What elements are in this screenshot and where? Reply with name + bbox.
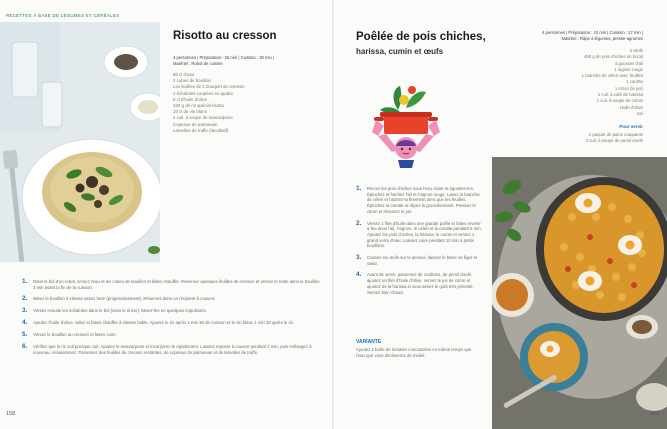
step [356, 186, 484, 215]
recipe2-meta [503, 30, 643, 42]
serve-item: 3 cuil. à soupe de persil ciselé [585, 138, 643, 144]
chickpea-illustration [492, 157, 667, 429]
step [356, 272, 484, 295]
ingredient: 320 g de riz spécial risotto [173, 103, 225, 109]
ingredient: 4 œufs [629, 48, 643, 53]
ingredient: 2 cuil. à soupe de mascarpone [173, 115, 233, 121]
step-number: 2. [22, 295, 28, 303]
step-number: 2. [356, 219, 362, 227]
ingredient: 1 cuil. à café de harissa [597, 92, 643, 98]
page-number-left: 158 [6, 411, 16, 417]
serve-item: 1 paquet de pains craquants [588, 132, 643, 137]
step-number: 1. [356, 185, 362, 192]
step [22, 320, 322, 326]
recipe2-ingredients [503, 48, 643, 117]
step-text: Versez 1 filet d'huile dans une grande poêle et faites revenir à feu doux l'ail, l'oignon, le céleri et la carotte pendant 5 min. Ajoutez les pois chiches, la harissa, le cumin et versez 1 grand verre d'eau. Laissez cuire pendant 10 min à petits bouillons. [367, 220, 482, 249]
step-text: Avant de servir, parsemez de croûtons, de persil ciselé, ajoutez un filet d'huile d'olive, versez le jus de citron et ajoutez de la harissa si vous aimez le goût très pimenté. Servez bien chaud. [367, 272, 474, 295]
ingredient: 450 g de pois chiches en bocal [583, 54, 643, 60]
ingredient: 10 cl de vin blanc [173, 109, 207, 115]
ingredient: 1 carotte [626, 79, 643, 85]
ingredient: 2 échalotes coupées en quatre [173, 90, 234, 96]
cooking-pot-illustration [370, 80, 442, 170]
recipe2-steps [356, 186, 484, 301]
recipe1-meta-line: 4 personnes | Préparation : 15 min | Cuisson : 30 min | [173, 55, 275, 60]
step-number: 3. [356, 254, 362, 262]
ingredient: 1 cuil. à soupe de cumin [596, 98, 643, 104]
step [22, 279, 322, 290]
recipe2-title: Poêlée de pois chiches, [356, 31, 486, 43]
variante-text: Ajoutez 1 boîte de tomates concassées en même temps que l'eau que vous diminuerez de moitié. [356, 347, 472, 358]
step-text: Dans le bol d'un robot, versez l'eau et les cubes de bouillon et faites chauffer. Réservez quelques feuilles de cresson et versez le reste dans le bouillon 3 min avant la fin de la cuisson. [33, 279, 320, 290]
recipe2-subtitle: harissa, cumin et œufs [356, 47, 444, 56]
step-text: Versez le bouillon au cresson et faites cuire. [33, 332, 117, 338]
recipe2-meta-line: 4 personnes | Préparation : 10 min | Cuisson : 17 min | [541, 30, 643, 35]
step-text: Vérifiez que le riz soit presque cuit. Ajoutez le mascarpone et incorporez-le rapidement. Laissez reposer à couvert pendant 2 min, puis mélangez à nouveau. Assaisonnez. Parsemez des feuilles de cresson restantes, de copeaux de parmesan et de lamelles de truffe. [33, 344, 312, 356]
ingredient: Copeaux de parmesan [173, 121, 218, 127]
step [22, 332, 322, 338]
recipe1-materiel: Matériel : Robot de cuisine [173, 61, 223, 67]
page-number-right: 159 [649, 411, 659, 417]
step-number: 1. [22, 278, 28, 285]
serve-list [586, 132, 643, 145]
ingredient: 2 cubes de bouillon [173, 78, 211, 84]
ingredient: Les feuilles de 1 bouquet de cresson [173, 84, 245, 90]
step-number: 3. [22, 307, 28, 315]
ingredient: 80 cl d'eau [173, 72, 195, 77]
step [22, 344, 322, 355]
recipe2-materiel: Matériel : Râpe à légumes, presse-agrumes [561, 36, 643, 41]
ingredient: 1 citron (le jus) [614, 85, 643, 91]
ingredient: Huile d'olive [619, 104, 643, 110]
risotto-photo [0, 22, 160, 262]
section-header: RECETTES À BASE DE LÉGUMES ET CÉRÉALES [6, 13, 120, 18]
ingredient: 4 gousses d'ail [614, 60, 643, 66]
recipe1-steps [22, 279, 322, 362]
ingredient: Lamelles de truffe (facultatif) [173, 127, 229, 133]
ingredient: 5 cl d'huile d'olive [173, 96, 208, 102]
ingredient: 1 branche de céleri avec feuilles [581, 73, 643, 79]
step-text: Ajoutez l'huile d'olive, salez et faites chauffer à vitesse faible. Ajoutez le riz après 1 min 30 de cuisson et le vin blanc 1 min 30 après le riz. [33, 320, 295, 326]
step-number: 4. [356, 271, 362, 279]
risotto-illustration [0, 22, 160, 262]
step-number: 6. [22, 343, 28, 351]
step-text: Mixez le bouillon à vitesse assez forte (progressivement). Réservez dans un récipient à couvert. [33, 296, 216, 302]
recipe1-meta [173, 55, 274, 67]
step [22, 296, 322, 302]
serve-title: Pour servir [619, 124, 643, 129]
book-gutter [332, 0, 334, 429]
recipe1-title: Risotto au cresson [173, 30, 277, 42]
chickpea-photo [492, 157, 667, 429]
step [356, 255, 484, 266]
step [22, 308, 322, 314]
step-number: 4. [22, 319, 28, 327]
ingredient: Sel [636, 110, 643, 116]
ingredient: 1 oignon rouge [614, 66, 643, 72]
step-number: 5. [22, 331, 28, 339]
step-text: Versez ensuite les échalotes dans le bol (sans le rincer). Mixez-les en quelques impulsions. [33, 308, 207, 314]
step [356, 221, 484, 250]
recipe1-ingredients [173, 72, 245, 134]
step-text: Rincez les pois chiches sous l'eau claire et égouttez-les. Épluchez et hachez l'ail et l'oignon rouge. Lavez la branche de céleri et hachez-la finement ainsi que les feuilles. Épluchez la carotte et râpez-la grossièrement. Pressez le citron et réservez le jus. [367, 186, 480, 214]
step-text: Cassez les œufs sur le dessus, laissez le blanc se figer et salez. [367, 255, 478, 266]
variante-title: VARIANTE [356, 339, 382, 345]
